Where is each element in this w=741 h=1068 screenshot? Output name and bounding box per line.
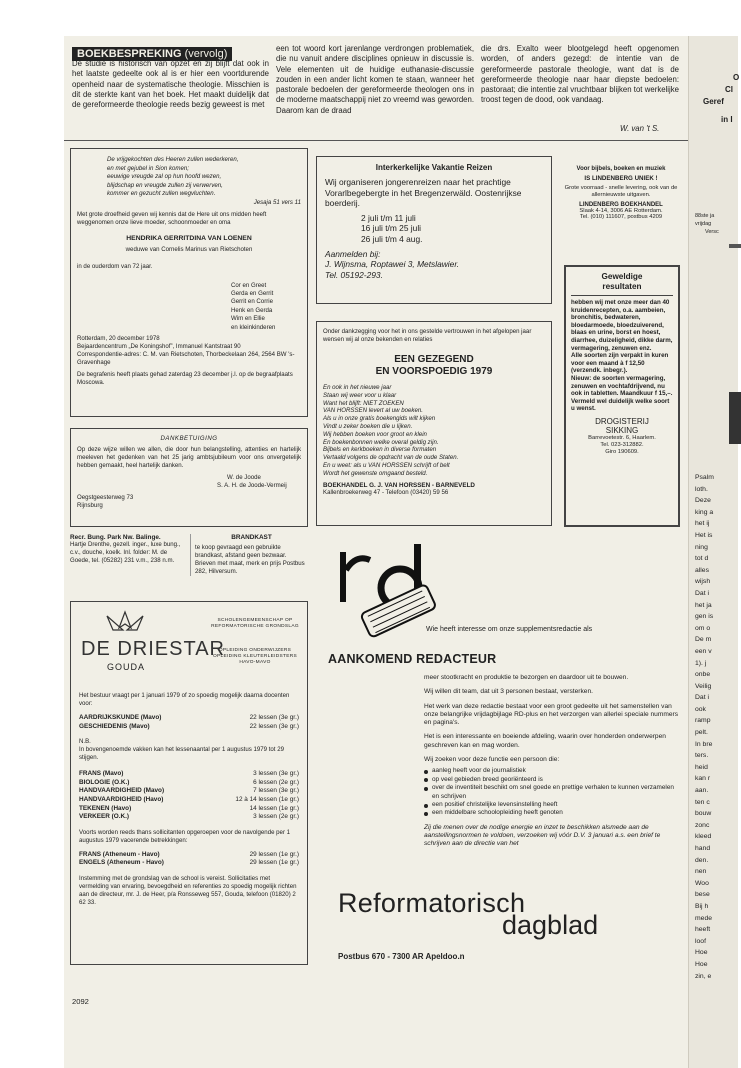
- review-title: BOEKBESPREKING: [77, 48, 182, 60]
- adjacent-column-line: ten c: [695, 798, 710, 806]
- vacancy-row: FRANS (Atheneum - Havo) 29 lessen (1e gr.): [79, 850, 299, 858]
- shop-name-2: SIKKING: [605, 425, 639, 435]
- adjacent-column-line: een v: [695, 647, 712, 655]
- brand-dagblad: dagblad: [502, 910, 599, 940]
- rd-ad: [318, 540, 688, 980]
- holiday-title: Interkerkelijke Vakantie Reizen: [375, 163, 493, 172]
- safe-text: te koop gevraagd een gebruikte brandkast, afstand geen bezwaar. Brieven met maat, merk en prijs Postbus 282, Hilversum.: [195, 544, 305, 575]
- sikking-text-2: Alle soorten zijn verpakt in kuren voor een maand à f 12,50 (verzendk. inbegr.).: [571, 352, 669, 375]
- safe-ad: [190, 534, 308, 576]
- lindenberg-ad: [560, 166, 682, 220]
- correspondence-address: Correspondentie-adres: C. M. van Rietschoten, Thorbeckelaan 264, 2564 BW 's-Gravenhage: [77, 351, 295, 366]
- shop-address: Barrevoetestr. 6, Haarlem.: [588, 434, 656, 441]
- safe-title: BRANDKAST: [231, 534, 272, 541]
- adjacent-column-line: ook: [695, 705, 706, 713]
- vacancy-row: FRANS (Mavo) 3 lessen (3e gr.): [79, 770, 299, 778]
- holiday-ad: [316, 156, 552, 304]
- adjacent-column-line: pelt.: [695, 729, 708, 737]
- vacancy-row: BIOLOGIE (O.K.) 6 lessen (2e gr.): [79, 778, 299, 786]
- adjacent-column-line: nen: [695, 868, 707, 876]
- adjacent-column-line: ramp: [695, 717, 711, 725]
- vacancy-row: ENGELS (Atheneum - Havo) 29 lessen (1e gr.): [79, 859, 299, 867]
- thanks-title: DANKBETUIGING: [160, 435, 218, 442]
- vacancy-list-3: [79, 851, 299, 868]
- deceased-name: HENDRIKA GERRITDINA VAN LOENEN: [126, 234, 252, 242]
- rd-logo-icon: [336, 540, 446, 640]
- adjacent-page-strip: [688, 36, 738, 1068]
- shop-phone: Tel. 023-312882.: [600, 441, 644, 448]
- driestar-city: GOUDA: [107, 662, 146, 672]
- adjacent-column-line: het ij: [695, 520, 710, 528]
- shop-name-1: DROGISTERIJ: [595, 416, 649, 426]
- adjacent-column: [695, 472, 714, 982]
- holiday-text: Wij organiseren jongerenreizen naar het prachtige Vorarlbegebergte in het Bregenzerwäld. Oostenrijkse boerderij.: [325, 177, 522, 209]
- apply-label: Aanmelden bij:: [325, 248, 381, 259]
- list-item: een middelbare schoolopleiding heeft genoten: [424, 809, 678, 817]
- adjacent-column-line: Het is: [695, 531, 713, 539]
- adjacent-column-line: Psalm: [695, 474, 714, 481]
- thanks-name-1: W. de Joode: [227, 474, 261, 481]
- bible-verse: De vrijgekochten des Heeren zullen wederkeren, en met gejubel in Sion komen; eeuwige vreugde zal op hun hoofd wezen, blijdschap en vreugde zullen zij verwerven, kommer en gezucht zullen wegvluchten. Jesaja 51 vers 11: [107, 156, 301, 206]
- adjacent-column-line: Veilig: [695, 682, 712, 690]
- requirements-list: [424, 767, 678, 817]
- adjacent-column-line: aan.: [695, 787, 709, 795]
- apply-phone: Tel. 05192-293.: [325, 269, 383, 280]
- lindenberg-line-2: IS LINDENBERG UNIEK !: [584, 175, 658, 182]
- driestar-tag-1: SCHOLENGEMEENSCHAP OP REFORMATORISCHE GRONDSLAG: [211, 618, 299, 629]
- divider: [64, 140, 688, 141]
- adjacent-column-line: alles: [695, 566, 709, 574]
- date-place: Rotterdam, 20 december 1978: [77, 335, 160, 342]
- thanks-text: Op deze wijze willen we allen, die door hun belangstelling, attenties en hartelijk meeleven het gedenken van het 25 jarig ambtsjubileum voor ons onvergetelijk hebben gemaakt, heel hartelijk danken.: [77, 446, 301, 469]
- review-col-3: die drs. Exalto weer blootgelegd heeft opgenomen worden, of anders gezegd: de intentie van de gereformeerde pastorale theologie, want dat is de gereformeerde theologie naar haar diepste bedoelen: pastoraat; die intentie zal vruchtbaar blijken tot werkelijke troost tegen de dood, ook vandaag.: [481, 44, 679, 105]
- nb-text: In bovengenoemde vakken kan het lessenaantal per 1 augustus 1979 tot 29 stijgen.: [79, 746, 284, 762]
- burial-note: De begrafenis heeft plaats gehad zaterdag 23 december j.l. op de begraafplaats Moscowa.: [77, 371, 293, 386]
- vacancy-row: HANDVAARDIGHEID (Havo) 12 à 14 lessen (1e gr.): [79, 795, 299, 803]
- adjacent-column-line: heeft: [695, 926, 711, 934]
- adjacent-column-line: In bre: [695, 740, 713, 748]
- driestar-intro: Het bestuur vraagt per 1 januari 1979 of zo spoedig mogelijk daarna docenten voor:: [79, 692, 290, 707]
- review-col-1: De studie is historisch van opzet en zij blijft dat ook in het laatste gedeelte ook al is er hier een voortdurende openheid naar de systematische theologie. Misschien is dit de sterkte kant van het boek. Het maakt duidelijk dat de gereformeerde theologie reeds bezig geweest is met: [72, 59, 269, 110]
- review-signature: W. van 't S.: [620, 124, 660, 133]
- adjacent-column-line: Dat i: [695, 589, 709, 597]
- list-item: aanleg heeft voor de journalistiek: [424, 767, 678, 775]
- adjacent-column-line: 1). j: [695, 659, 707, 667]
- lindenberg-line-5: Slaak 4-14, 3006 AE Rotterdam.: [579, 208, 663, 214]
- adjacent-column-line: loth.: [695, 485, 708, 493]
- widow-of: weduwe van Cornelis Marinus van Rietschoten: [125, 245, 253, 253]
- adjacent-bar: [729, 244, 741, 248]
- adjacent-column-line: ning: [695, 543, 708, 551]
- adjacent-column-line: Hoe: [695, 960, 708, 968]
- adjacent-column-line: het ja: [695, 601, 712, 609]
- adjacent-column-line: gen is: [695, 613, 714, 621]
- adjacent-column-line: tot d: [695, 555, 709, 563]
- list-item: over de inventiteit beschikt om snel goede en prettige verhalen te kunnen verzamelen en schrijven: [424, 784, 678, 801]
- adjacent-column-line: loof: [695, 937, 706, 945]
- review-cont: (vervolg): [184, 48, 228, 60]
- adjacent-column-line: Dat i: [695, 694, 709, 702]
- wish-line-1: EEN GEZEGEND: [394, 354, 474, 365]
- brand-reformatorisch: Reformatorisch: [338, 888, 526, 918]
- rd-body: meer stootkracht en produktie te bezorgen en daardoor uit te bouwen. Wij willen dit team, dat uit 3 personen bestaat, versterken. Het werk van deze redactie bestaat voor een groot gedeelte uit het samenstellen van onze belangrijke vrijdagbijlage RD-plus en het verzorgen van allerlei speciale nummers en pagina's. Het is een interessante en boeiende afdeling, waarin over honderden onderwerpen geschreven kan en mag worden. Wij zoeken voor deze functie een persoon die: aanleg heeft voor de journalistiek op veel gebieden breed georiënteerd is over de inventiteit beschikt om snel goede en prettige verhalen te kunnen verzamelen en schrijven een positief christelijke levensinstelling heeft een middelbare schoolopleiding heeft genoten Zij die menen over de nodige energie en inzet te beschikken alsmede aan de aanstellingsnormen te voldoen, verzoeken wij vóór D.V. 3 januari a.s. een brief te schrijven aan de directie van het: [424, 674, 678, 848]
- horssen-firm: BOEKHANDEL G. J. VAN HORSSEN - BARNEVELD: [323, 481, 475, 489]
- adjacent-column-line: Hoe: [695, 949, 708, 957]
- adjacent-column-line: bese: [695, 891, 710, 899]
- bungalow-ad: [70, 534, 188, 565]
- apply-address: J. Wijnsma, Roptawei 3, Metslawier.: [325, 259, 460, 270]
- vacancy-list-1: [79, 714, 299, 731]
- adjacent-column-line: king a: [695, 508, 714, 516]
- adjacent-column-line: heid: [695, 763, 708, 771]
- home-address: Bejaardencentrum „De Koningshof”, Immanuel Kantstraat 90: [77, 343, 241, 350]
- star-logo-icon: [95, 608, 155, 640]
- rd-postbus: Postbus 670 - 7300 AR Apeldoo.n: [338, 952, 465, 961]
- adjacent-column-line: zin, e: [695, 972, 712, 980]
- bungalow-text: Hartje Drenthe, gezell. inger., luxe bung., c.v., douche, koelk. Inl. folder: M. de Goede, tel. (05282) 231 v.m., 238 n.m.: [70, 541, 181, 564]
- list-item: een positief christelijke levensinstelling heeft: [424, 801, 678, 809]
- horssen-intro: Onder dankzegging voor het in ons gestelde vertrouwen in het afgelopen jaar wensen wij al onze bekenden en relaties: [323, 328, 532, 343]
- rd-job-title: AANKOMEND REDACTEUR: [328, 652, 497, 666]
- death-intro: Met grote droefheid geven wij kennis dat de Here uit ons midden heeft weggenomen onze lieve moeder, schoonmoeder en oma: [77, 210, 267, 226]
- holiday-dates: 2 juli t/m 11 juli 16 juli t/m 25 juli 26 juli t/m 4 aug.: [361, 212, 423, 244]
- adjacent-column-line: om o: [695, 624, 711, 632]
- vacancy-list-2: [79, 770, 299, 822]
- adjacent-column-line: ters.: [695, 752, 709, 760]
- adjacent-column-line: Woo: [695, 879, 709, 887]
- adjacent-column-line: De m: [695, 636, 712, 644]
- driestar-mid: Voorts worden reeds thans sollicitanten opgeroepen voor de navolgende per 1 augustus 1979 vacerende betrekkingen:: [79, 828, 291, 844]
- nb-label: N.B.: [79, 738, 91, 746]
- vacancy-row: TEKENEN (Havo) 14 lessen (1e gr.): [79, 804, 299, 812]
- adjacent-column-line: hand: [695, 845, 711, 852]
- thanks-notice: [70, 428, 308, 527]
- adjacent-column-line: onbe: [695, 671, 711, 679]
- page-number: 2092: [72, 997, 89, 1006]
- adjacent-column-line: kleed: [695, 833, 712, 841]
- sikking-text: hebben wij met onze meer dan 40 kruidenrecepten, o.a. aambeien, bronchitis, bedwateren, bloedarmoede, bloedzuiverend, blaas en urine, borst en hoest, diarrhee, duizeligheid, dikke darm, vermagering, zenuwen enz.: [571, 299, 673, 352]
- adjacent-column-line: Bij h: [695, 902, 709, 910]
- vacancy-row: GESCHIEDENIS (Mavo) 22 lessen (3e gr.): [79, 722, 299, 730]
- horssen-address: Kallenbroekerweg 47 - Telefoon (03420) 59 56: [323, 488, 449, 496]
- sikking-title: Geweldige resultaten: [601, 272, 643, 291]
- shop-giro: Giro 190609.: [605, 448, 639, 455]
- thanks-address-2: Rijnsburg: [77, 502, 103, 509]
- age: in de ouderdom van 72 jaar.: [77, 262, 153, 270]
- driestar-logo: DE DRIESTAR: [81, 638, 225, 660]
- adjacent-image: [729, 392, 741, 444]
- thanks-address-1: Oegstgeesterweg 73: [77, 494, 134, 501]
- vacancy-row: VERKEER (O.K.) 3 lessen (2e gr.): [79, 813, 299, 821]
- horssen-poem: En ook in het nieuwe jaar Staan wij weer voor u klaar Want het blijft: NIET ZOEKEN VAN HORSSEN levert al uw boeken. Als u in onze gratis boekengids wilt kijken Vindt u zeker boeken die u lijken. Wij hebben boeken voor groot en klein En boekenbonnen welke overal geldig zijn. Bijbels en kerkboeken in diverse formaten Vertaald volgens de opdracht van de oude Staten. En u weet: als u VAN HORSSEN schrijft of belt Wordt het gewenste omgaand besteld.: [323, 384, 459, 477]
- rd-question: Wie heeft interesse om onze supplementsredactie als: [426, 626, 593, 633]
- adjacent-column-line: kan r: [695, 775, 711, 783]
- family-list: Cor en Greet Gerda en Gerrit Gerrit en Corrie Henk en Gerda Wim en Ellie en kleinkinderen: [231, 281, 276, 331]
- driestar-ad: [70, 601, 308, 965]
- driestar-end: Instemming met de grondslag van de school is vereist. Sollicitaties met vermelding van ervaring, bevoegdheid en referenties zo spoedig mogelijk richten aan de directeur, mr. J. de Heer, p/a Ronsseweg 557, Gouda, telefoon (01820) 2 62 33.: [79, 874, 297, 906]
- adjacent-column-line: wijsh: [695, 578, 711, 586]
- sikking-text-3: Nieuw: de soorten vermagering, zenuwen en vochtafdrijvend, nu ook in tabletten. Maandkuur f 15,–.: [571, 374, 673, 398]
- death-notice: [70, 148, 308, 417]
- adjacent-date: 88ste ja vrijdag Versc: [695, 213, 719, 235]
- adjacent-column-line: den.: [695, 856, 709, 864]
- lindenberg-line-1: Voor bijbels, boeken en muziek: [576, 166, 666, 172]
- adjacent-headline: O Cl Geref in I: [703, 73, 740, 124]
- lindenberg-line-6: Tel. (010) 111607, postbus 4209: [579, 214, 663, 220]
- review-col-2: een tot woord kort jarenlange verdrongen problematiek, die nu vanuit andere disciplines opnieuw in discussie is. Vele elementen uit de huidige euthanasie-discussie zouden in een ander licht komen te staan, wanneer het pastorale bedoelen der gereformeerde theologen ons in de moderne maatschappij niet zo vreemd was geworden. Daarom kan de draad: [276, 44, 474, 115]
- lindenberg-line-3: Grote voorraad - snelle levering, ook van de allernieuwste uitgaven.: [564, 185, 678, 198]
- horssen-ad: [316, 321, 552, 526]
- adjacent-column-line: mede: [695, 914, 713, 922]
- list-item: op veel gebieden breed georiënteerd is: [424, 776, 678, 784]
- adjacent-column-line: Deze: [695, 497, 711, 505]
- lindenberg-line-4: LINDENBERG BOEKHANDEL: [579, 202, 663, 208]
- adjacent-column-line: zonc: [695, 821, 710, 829]
- driestar-tag-2: OPLEIDING ONDERWIJZERS OPLEIDING KLEUTERLEIDSTERS HAVO-MAVO: [212, 648, 298, 665]
- sikking-text-4: Vermeld wel duidelijk welke soort u wenst.: [571, 397, 670, 413]
- thanks-name-2: S. A. H. de Joode-Vermeij: [217, 482, 287, 489]
- sikking-ad: [564, 265, 680, 527]
- bungalow-title: Recr. Bung. Park Nw. Balinge.: [70, 534, 161, 541]
- vacancy-row: HANDVAARDIGHEID (Mavo) 7 lessen (3e gr.): [79, 787, 299, 795]
- wish-line-2: EN VOORSPOEDIG 1979: [375, 366, 493, 377]
- adjacent-column-line: bouw: [695, 810, 712, 818]
- vacancy-row: AARDRIJKSKUNDE (Mavo) 22 lessen (3e gr.): [79, 714, 299, 721]
